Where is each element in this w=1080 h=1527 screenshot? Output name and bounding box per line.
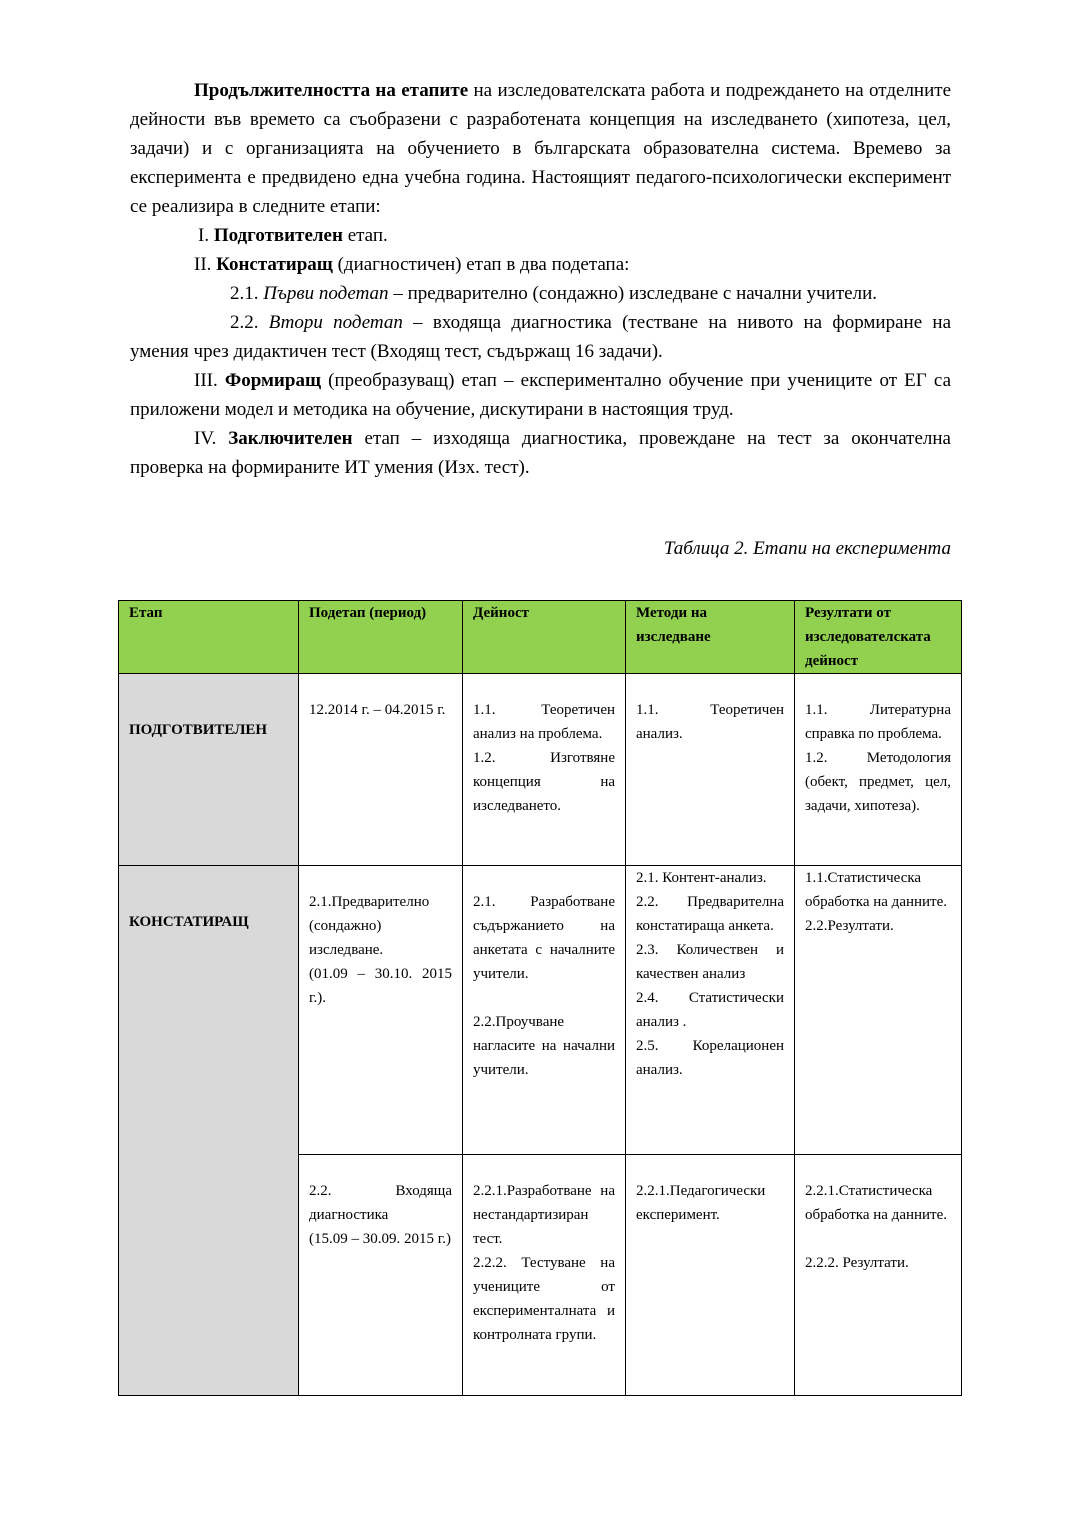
row2-stage: КОНСТАТИРАЩ (119, 866, 299, 1396)
body-text (130, 76, 951, 482)
substage-2-2-title: Втори подетап (268, 312, 403, 333)
intro-lead-bold: Продължителността на етапите (194, 80, 469, 101)
stage-4-number: IV. (194, 428, 229, 449)
header-results: Резултати от изследователската дейност (795, 601, 962, 674)
stage-4-rest: етап – изходяща диагностика, провеждане на тест за окончателна проверка на формираните ИТ умения (Изх. тест). (130, 428, 951, 478)
row1-substage: 12.2014 г. – 04.2015 г. (299, 674, 463, 866)
header-substage: Подетап (период) (299, 601, 463, 674)
table-header-row (119, 601, 962, 674)
stage-item-3 (130, 366, 951, 424)
table-row (119, 866, 962, 1155)
substage-2-2-number: 2.2. (230, 312, 269, 333)
row3-substage: 2.2. Входяща диагностика (15.09 – 30.09. 2015 г.) (299, 1155, 463, 1396)
substage-2-2-rest: – входяща диагностика (тестване на нивото на формиране на умения чрез дидактичен тест (Входящ тест, съдържащ 16 задачи). (130, 312, 951, 362)
stage-1-rest: етап. (342, 225, 388, 246)
header-activity: Дейност (463, 601, 626, 674)
stage-2-title: Констатиращ (216, 254, 333, 275)
intro-paragraph (130, 76, 951, 221)
substage-2-1-title: Първи подетап (263, 283, 389, 304)
row2-substage: 2.1.Предварително (сондажно) изследване. (01.09 – 30.10. 2015 г.). (299, 866, 463, 1155)
row2-results: 1.1.Статистическа обработка на данните. 2.2.Резултати. (795, 866, 962, 1155)
substage-item-2-1 (130, 279, 951, 308)
intro-lead-rest: на изследователската работа и подреждането на отделните дейности във времето са съобразени с разработената концепция на изследването (хипотеза, цел, задачи) и с организацията на обучението в българската образователна система. Времево за експеримента е предвидено една учебна година. Настоящият педагого-психологически експеримент се реализира в следните етапи: (130, 80, 951, 217)
row2-methods: 2.1. Контент-анализ. 2.2. Предварителна констатираща анкета. 2.3. Количествен и качествен анализ 2.4. Статистически анализ . 2.5. Корелационен анализ. (626, 866, 795, 1155)
row1-stage: ПОДГОТВИТЕЛЕН (119, 674, 299, 866)
stage-4-title: Заключителен (228, 428, 353, 449)
stage-item-1 (130, 221, 951, 250)
row1-activity: 1.1. Теоретичен анализ на проблема. 1.2. Изготвяне концепция на изследването. (463, 674, 626, 866)
stage-2-rest: (диагностичен) етап в два подетапа: (332, 254, 630, 275)
header-methods: Методи на изследване (626, 601, 795, 674)
stage-1-title: Подготвителен (213, 225, 343, 246)
row1-results: 1.1. Литературна справка по проблема. 1.2. Методология (обект, предмет, цел, задачи, хипотеза). (795, 674, 962, 866)
table-caption: Таблица 2. Етапи на експеримента (663, 538, 951, 559)
row3-methods: 2.2.1.Педагогически експеримент. (626, 1155, 795, 1396)
stage-3-rest: (преобразуващ) етап – експериментално обучение при учениците от ЕГ са приложени модел и методика на обучение, дискутирани в настоящия труд. (130, 370, 952, 420)
stage-item-4 (130, 424, 951, 482)
stage-1-number: I. (198, 225, 214, 246)
row3-results: 2.2.1.Статистическа обработка на данните. 2.2.2. Резултати. (795, 1155, 962, 1396)
stage-3-number: III. (194, 370, 225, 391)
experiment-stages-table (118, 600, 962, 1396)
header-stage: Етап (119, 601, 299, 674)
row2-activity: 2.1. Разработване съдържанието на анкетата с началните учители. 2.2.Проучване нагласите на начални учители. (463, 866, 626, 1155)
table-row (119, 674, 962, 866)
substage-2-1-rest: – предварително (сондажно) изследване с начални учители. (388, 283, 877, 304)
stage-3-title: Формиращ (224, 370, 321, 391)
stage-2-number: II. (194, 254, 217, 275)
substage-item-2-2 (130, 308, 951, 366)
stage-item-2 (130, 250, 951, 279)
row1-methods: 1.1. Теоретичен анализ. (626, 674, 795, 866)
row3-activity: 2.2.1.Разработване на нестандартизиран тест. 2.2.2. Тестуване на учениците от експерименталната и контролната групи. (463, 1155, 626, 1396)
substage-2-1-number: 2.1. (230, 283, 264, 304)
